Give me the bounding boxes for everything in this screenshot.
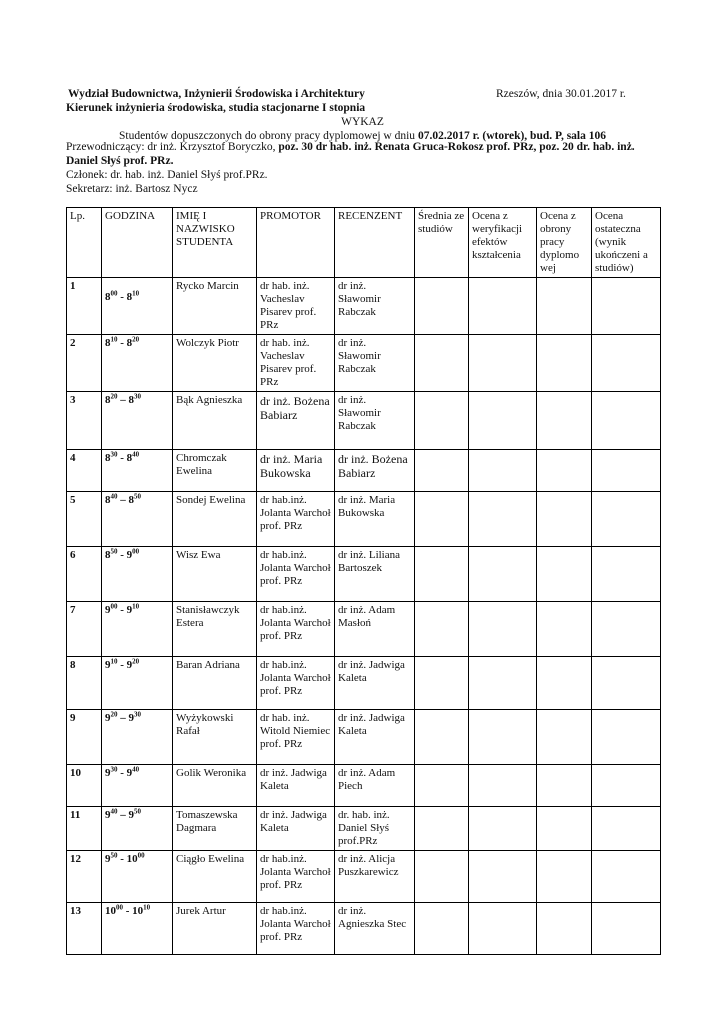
end-minutes: 00: [132, 547, 140, 556]
row-final-grade-empty: [592, 450, 661, 492]
table-row: [67, 765, 661, 807]
time-separator: -: [117, 604, 127, 616]
row-time: [102, 851, 173, 903]
row-defense-grade-empty: [537, 492, 592, 547]
row-promotor: [257, 851, 335, 903]
lp-value: 9: [70, 712, 76, 724]
row-average-empty: [415, 851, 469, 903]
row-effects-grade-empty: [469, 807, 537, 851]
table-row: [67, 450, 661, 492]
student-name: Ciągło Ewelina: [176, 853, 245, 865]
end-minutes: 10: [143, 903, 151, 912]
end-hour: 9: [126, 659, 133, 671]
row-defense-grade-empty: [537, 710, 592, 765]
student-name: Baran Adriana: [176, 659, 240, 671]
lp-value: 2: [70, 337, 76, 349]
row-time: [102, 450, 173, 492]
row-effects-grade-empty: [469, 710, 537, 765]
row-average-empty: [415, 392, 469, 450]
row-defense-grade-empty: [537, 807, 592, 851]
row-average-empty: [415, 492, 469, 547]
header-defense-grade: Ocena z obrony pracy dyplomo wej: [537, 208, 592, 278]
table-row: [67, 851, 661, 903]
table-header-row: [67, 208, 661, 278]
row-promotor: [257, 450, 335, 492]
start-minutes: 40: [110, 807, 118, 816]
table-row: [67, 602, 661, 657]
student-name: Bąk Agnieszka: [176, 394, 243, 406]
end-hour: 8: [126, 452, 133, 464]
student-name: Golik Weronika: [176, 767, 247, 779]
start-hour: 8: [105, 549, 111, 561]
time-separator: -: [123, 905, 133, 917]
header-lp: Lp.: [67, 208, 102, 278]
row-effects-grade-empty: [469, 547, 537, 602]
row-time: [102, 903, 173, 955]
promotor-name: dr hab.inż. Jolanta Warchoł prof. PRz: [260, 853, 331, 891]
start-hour: 9: [105, 853, 111, 865]
lp-value: 12: [70, 853, 81, 865]
row-average-empty: [415, 450, 469, 492]
row-defense-grade-empty: [537, 450, 592, 492]
start-minutes: 50: [110, 547, 118, 556]
row-lp: [67, 851, 102, 903]
row-promotor: [257, 903, 335, 955]
end-hour: 8: [126, 291, 133, 303]
row-promotor: [257, 657, 335, 710]
reviewer-name: dr inż. Adam Masłoń: [338, 604, 396, 629]
row-defense-grade-empty: [537, 851, 592, 903]
row-student-name: [173, 492, 257, 547]
row-reviewer: [335, 851, 415, 903]
chair-part-4: Daniel Słyś prof. PRz.: [66, 155, 174, 167]
reviewer-name: dr inż. Maria Bukowska: [338, 494, 396, 519]
promotor-name: dr inż. Bożena Babiarz: [260, 394, 330, 422]
student-name: Chromczak Ewelina: [176, 452, 227, 477]
header-time: GODZINA: [102, 208, 173, 278]
header-name: IMIĘ I NAZWISKO STUDENTA: [173, 208, 257, 278]
lp-value: 7: [70, 604, 76, 616]
end-minutes: 40: [132, 765, 140, 774]
end-minutes: 30: [134, 392, 141, 401]
time-separator: -: [117, 659, 127, 671]
table-row: [67, 335, 661, 392]
time-separator: –: [117, 494, 129, 506]
row-average-empty: [415, 657, 469, 710]
row-promotor: [257, 765, 335, 807]
row-effects-grade-empty: [469, 903, 537, 955]
end-hour: 9: [128, 809, 134, 821]
row-average-empty: [415, 765, 469, 807]
end-minutes: 50: [134, 492, 141, 501]
row-lp: [67, 547, 102, 602]
row-time: [102, 710, 173, 765]
start-minutes: 30: [110, 765, 118, 774]
row-reviewer: [335, 602, 415, 657]
start-minutes: 20: [110, 392, 118, 401]
header-average: Średnia ze studiów: [415, 208, 469, 278]
row-effects-grade-empty: [469, 392, 537, 450]
lp-value: 11: [70, 809, 81, 821]
row-average-empty: [415, 807, 469, 851]
row-lp: [67, 807, 102, 851]
row-lp: [67, 335, 102, 392]
row-effects-grade-empty: [469, 450, 537, 492]
row-defense-grade-empty: [537, 278, 592, 335]
header-reviewer: RECENZENT: [335, 208, 415, 278]
row-lp: [67, 710, 102, 765]
row-average-empty: [415, 710, 469, 765]
row-defense-grade-empty: [537, 765, 592, 807]
end-hour: 9: [126, 767, 133, 779]
reviewer-name: dr inż. Jadwiga Kaleta: [338, 659, 405, 684]
row-time: [102, 335, 173, 392]
row-reviewer: [335, 765, 415, 807]
header-effects-grade: Ocena z weryfikacji efektów kształcenia: [469, 208, 537, 278]
table-row: [67, 710, 661, 765]
row-reviewer: [335, 657, 415, 710]
start-minutes: 10: [110, 657, 118, 666]
lp-value: 13: [70, 905, 81, 917]
header-final-grade: Ocena ostateczna (wynik ukończeni a studiów): [592, 208, 661, 278]
subtitle-text: Studentów dopuszczonych do obrony pracy dyplomowej w dniu: [118, 130, 418, 142]
program-line: Kierunek inżynieria środowiska, studia stacjonarne I stopnia: [66, 102, 366, 114]
row-promotor: [257, 392, 335, 450]
table-row: [67, 903, 661, 955]
chair-part-1: dr inż. Krzysztof Boryczko,: [147, 141, 279, 153]
row-defense-grade-empty: [537, 903, 592, 955]
end-minutes: 20: [132, 657, 140, 666]
row-time: [102, 807, 173, 851]
row-time: [102, 278, 173, 335]
row-final-grade-empty: [592, 765, 661, 807]
row-lp: [67, 602, 102, 657]
row-promotor: [257, 807, 335, 851]
row-effects-grade-empty: [469, 278, 537, 335]
row-lp: [67, 450, 102, 492]
start-hour: 9: [105, 659, 111, 671]
table-body: [67, 278, 661, 955]
start-hour: 8: [105, 494, 111, 506]
row-lp: [67, 903, 102, 955]
row-time: [102, 492, 173, 547]
chair-label: Przewodniczący:: [66, 141, 148, 153]
row-student-name: [173, 602, 257, 657]
row-time: [102, 657, 173, 710]
row-reviewer: [335, 278, 415, 335]
reviewer-name: dr inż. Adam Piech: [338, 767, 396, 792]
reviewer-name: dr inż. Bożena Babiarz: [338, 452, 408, 480]
row-final-grade-empty: [592, 710, 661, 765]
row-promotor: [257, 547, 335, 602]
start-minutes: 00: [116, 903, 123, 912]
row-student-name: [173, 335, 257, 392]
row-student-name: [173, 657, 257, 710]
row-effects-grade-empty: [469, 335, 537, 392]
row-student-name: [173, 547, 257, 602]
start-minutes: 10: [110, 335, 118, 344]
row-reviewer: [335, 903, 415, 955]
start-hour: 9: [105, 604, 111, 616]
row-final-grade-empty: [592, 492, 661, 547]
reviewer-name: dr inż. Jadwiga Kaleta: [338, 712, 405, 737]
row-time: [102, 392, 173, 450]
lp-value: 8: [70, 659, 76, 671]
start-hour: 9: [105, 767, 111, 779]
promotor-name: dr hab. inż. Witold Niemiec prof. PRz: [260, 712, 331, 750]
row-final-grade-empty: [592, 547, 661, 602]
chair-part-3: , poz. 20 dr. hab. inż.: [533, 141, 635, 153]
row-time: [102, 602, 173, 657]
row-lp: [67, 278, 102, 335]
row-average-empty: [415, 903, 469, 955]
promotor-name: dr hab.inż. Jolanta Warchoł prof. PRz: [260, 604, 331, 642]
start-hour: 9: [105, 809, 111, 821]
reviewer-name: dr inż. Sławomir Rabczak: [338, 394, 381, 432]
lp-value: 1: [70, 280, 76, 292]
chair-part-2: poz. 30 dr hab. inż. Renata Gruca-Rokosz prof. PRz: [278, 141, 534, 153]
row-student-name: [173, 851, 257, 903]
student-name: Wolczyk Piotr: [176, 337, 239, 349]
row-final-grade-empty: [592, 903, 661, 955]
reviewer-name: dr inż. Agnieszka Stec: [338, 905, 407, 930]
start-minutes: 30: [110, 450, 118, 459]
row-defense-grade-empty: [537, 335, 592, 392]
row-reviewer: [335, 450, 415, 492]
end-minutes: 50: [134, 807, 141, 816]
lp-value: 6: [70, 549, 76, 561]
start-minutes: 00: [110, 289, 118, 298]
row-average-empty: [415, 278, 469, 335]
promotor-name: dr hab.inż. Jolanta Warchoł prof. PRz: [260, 659, 331, 697]
end-hour: 9: [128, 712, 134, 724]
row-defense-grade-empty: [537, 602, 592, 657]
student-name: Rycko Marcin: [176, 280, 239, 292]
promotor-name: dr hab. inż. Vacheslav Pisarev prof. PRz: [260, 337, 317, 388]
row-final-grade-empty: [592, 657, 661, 710]
promotor-name: dr hab.inż. Jolanta Warchoł prof. PRz: [260, 494, 331, 532]
end-hour: 8: [128, 394, 134, 406]
time-separator: -: [117, 337, 127, 349]
row-effects-grade-empty: [469, 657, 537, 710]
end-hour: 9: [126, 604, 133, 616]
start-hour: 10: [105, 905, 116, 917]
reviewer-name: dr inż. Alicja Puszkarewicz: [338, 853, 399, 878]
student-name: Tomaszewska Dagmara: [176, 809, 238, 834]
reviewer-name: dr inż. Sławomir Rabczak: [338, 280, 381, 318]
row-final-grade-empty: [592, 602, 661, 657]
table-row: [67, 278, 661, 335]
row-student-name: [173, 765, 257, 807]
row-student-name: [173, 392, 257, 450]
student-name: Sondej Ewelina: [176, 494, 246, 506]
start-minutes: 20: [110, 710, 118, 719]
row-final-grade-empty: [592, 392, 661, 450]
end-hour: 9: [126, 549, 133, 561]
time-separator: -: [117, 291, 127, 303]
committee-chair: [66, 140, 666, 168]
row-time: [102, 547, 173, 602]
end-hour: 10: [132, 905, 144, 917]
start-hour: 8: [105, 452, 111, 464]
lp-value: 4: [70, 452, 76, 464]
row-defense-grade-empty: [537, 392, 592, 450]
end-minutes: 30: [134, 710, 141, 719]
time-separator: –: [117, 394, 129, 406]
student-name: Stanisławczyk Estera: [176, 604, 240, 629]
reviewer-name: dr. hab. inż. Daniel Słyś prof.PRz: [338, 809, 390, 847]
end-minutes: 10: [132, 289, 140, 298]
row-student-name: [173, 710, 257, 765]
table-row: [67, 657, 661, 710]
row-promotor: [257, 278, 335, 335]
row-promotor: [257, 335, 335, 392]
committee-member: Członek: dr. hab. inż. Daniel Słyś prof.PRz.: [66, 169, 268, 181]
row-defense-grade-empty: [537, 657, 592, 710]
end-minutes: 40: [132, 450, 140, 459]
row-effects-grade-empty: [469, 765, 537, 807]
row-effects-grade-empty: [469, 602, 537, 657]
lp-value: 5: [70, 494, 76, 506]
row-final-grade-empty: [592, 278, 661, 335]
end-minutes: 10: [132, 602, 140, 611]
reviewer-name: dr inż. Liliana Bartoszek: [338, 549, 401, 574]
end-hour: 8: [128, 494, 134, 506]
promotor-name: dr hab.inż. Jolanta Warchoł prof. PRz: [260, 905, 331, 943]
row-reviewer: [335, 335, 415, 392]
row-lp: [67, 492, 102, 547]
row-student-name: [173, 807, 257, 851]
row-final-grade-empty: [592, 851, 661, 903]
row-reviewer: [335, 492, 415, 547]
time-separator: -: [117, 767, 127, 779]
header-promotor: PROMOTOR: [257, 208, 335, 278]
time-separator: -: [117, 452, 127, 464]
row-reviewer: [335, 547, 415, 602]
end-hour: 8: [126, 337, 133, 349]
row-reviewer: [335, 392, 415, 450]
student-name: Wisz Ewa: [176, 549, 221, 561]
place-date: Rzeszów, dnia 30.01.2017 r.: [496, 88, 626, 100]
row-promotor: [257, 492, 335, 547]
promotor-name: dr inż. Jadwiga Kaleta: [260, 809, 327, 834]
row-reviewer: [335, 807, 415, 851]
start-minutes: 40: [110, 492, 118, 501]
time-separator: –: [117, 712, 129, 724]
start-hour: 8: [105, 337, 111, 349]
committee-secretary: Sekretarz: inż. Bartosz Nycz: [66, 183, 198, 195]
row-defense-grade-empty: [537, 547, 592, 602]
subtitle-date-place: 07.02.2017 r. (wtorek), bud. P, sala 106: [417, 130, 607, 142]
end-minutes: 20: [132, 335, 140, 344]
student-name: Wyżykowski Rafał: [176, 712, 234, 737]
start-hour: 9: [105, 712, 111, 724]
table-row: [67, 492, 661, 547]
lp-value: 3: [70, 394, 76, 406]
table-row: [67, 392, 661, 450]
row-average-empty: [415, 547, 469, 602]
table-row: [67, 547, 661, 602]
lp-value: 10: [70, 767, 81, 779]
end-hour: 10: [126, 853, 138, 865]
start-minutes: 50: [110, 851, 118, 860]
row-student-name: [173, 450, 257, 492]
faculty-name: Wydział Budownictwa, Inżynierii Środowiska i Architektury: [68, 88, 365, 100]
row-final-grade-empty: [592, 335, 661, 392]
start-hour: 8: [105, 291, 111, 303]
students-table: [66, 207, 661, 955]
row-final-grade-empty: [592, 807, 661, 851]
start-minutes: 00: [110, 602, 118, 611]
row-average-empty: [415, 335, 469, 392]
promotor-name: dr hab. inż. Vacheslav Pisarev prof. PRz: [260, 280, 317, 331]
promotor-name: dr inż. Jadwiga Kaleta: [260, 767, 327, 792]
time-separator: –: [117, 809, 129, 821]
row-lp: [67, 657, 102, 710]
document-title: WYKAZ: [341, 116, 384, 128]
promotor-name: dr inż. Maria Bukowska: [260, 452, 323, 480]
row-promotor: [257, 602, 335, 657]
row-time: [102, 765, 173, 807]
row-student-name: [173, 278, 257, 335]
row-reviewer: [335, 710, 415, 765]
row-average-empty: [415, 602, 469, 657]
start-hour: 8: [105, 394, 111, 406]
row-promotor: [257, 710, 335, 765]
table-row: [67, 807, 661, 851]
reviewer-name: dr inż. Sławomir Rabczak: [338, 337, 381, 375]
row-effects-grade-empty: [469, 851, 537, 903]
row-effects-grade-empty: [469, 492, 537, 547]
promotor-name: dr hab.inż. Jolanta Warchoł prof. PRz: [260, 549, 331, 587]
time-separator: -: [117, 549, 127, 561]
row-student-name: [173, 903, 257, 955]
row-lp: [67, 392, 102, 450]
row-lp: [67, 765, 102, 807]
end-minutes: 00: [137, 851, 145, 860]
student-name: Jurek Artur: [176, 905, 226, 917]
time-separator: -: [117, 853, 127, 865]
